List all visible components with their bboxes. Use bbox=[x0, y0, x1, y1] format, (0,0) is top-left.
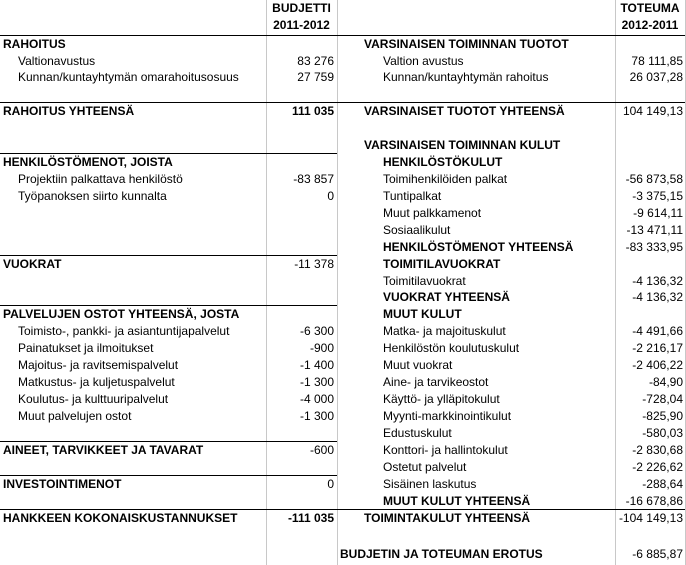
muut-item-label: Muut vuokrat bbox=[383, 358, 453, 372]
vuokrat-value: -11 378 bbox=[294, 257, 334, 271]
kunnan-rahoitus-label: Kunnan/kuntayhtymän rahoitus bbox=[383, 70, 549, 84]
henk-total-value: -83 333,95 bbox=[625, 240, 683, 254]
tuotot-total-label: VARSINAISET TUOTOT YHTEENSÄ bbox=[364, 104, 565, 118]
tuotot-total-value: 104 149,13 bbox=[622, 104, 683, 118]
muut-total-value: -16 678,86 bbox=[625, 494, 683, 508]
muut-item-label: Myynti-markkinointikulut bbox=[383, 409, 512, 423]
muut-item-value: -4 491,66 bbox=[632, 324, 683, 338]
aineet-label: AINEET, TARVIKKEET JA TAVARAT bbox=[3, 443, 204, 457]
muut-kulut-title: MUUT KULUT bbox=[383, 307, 462, 321]
toimitilavuokrat-title: TOIMITILAVUOKRAT bbox=[383, 257, 501, 271]
service-value: -1 400 bbox=[299, 358, 334, 372]
vuokrat-total-label: VUOKRAT YHTEENSÄ bbox=[383, 290, 510, 304]
projektiin-label: Projektiin palkattava henkilöstö bbox=[18, 172, 183, 186]
budget-period: 2011-2012 bbox=[273, 18, 330, 32]
actual-period: 2012-2011 bbox=[621, 18, 679, 32]
henk-item-label: Toimihenkilöiden palkat bbox=[383, 172, 508, 186]
muut-item-label: Matka- ja majoituskulut bbox=[383, 324, 506, 338]
muut-item-label: Edustuskulut bbox=[383, 426, 452, 440]
vuokrat-total-value: -4 136,32 bbox=[632, 290, 683, 304]
gridline bbox=[337, 0, 338, 565]
toimitilavuokrat-label: Toimitilavuokrat bbox=[383, 274, 466, 288]
service-label: Painatukset ja ilmoitukset bbox=[18, 341, 154, 355]
vuokrat-label: VUOKRAT bbox=[3, 257, 62, 271]
valtion-avustus-label: Valtion avustus bbox=[383, 54, 464, 68]
muut-item-value: -2 830,68 bbox=[632, 443, 683, 457]
hanke-total-value: -111 035 bbox=[287, 511, 334, 525]
budget-header: BUDJETTI bbox=[272, 1, 331, 15]
muut-item-label: Ostetut palvelut bbox=[383, 460, 467, 474]
henk-item-value: -3 375,15 bbox=[632, 189, 683, 203]
muut-item-label: Aine- ja tarvikeostot bbox=[383, 375, 489, 389]
projektiin-value: -83 857 bbox=[293, 172, 334, 186]
toimintakulut-total-value: -104 149,13 bbox=[618, 511, 683, 525]
investointi-value: 0 bbox=[327, 477, 334, 491]
muut-total-label: MUUT KULUT YHTEENSÄ bbox=[383, 494, 531, 508]
tuotot-title: VARSINAISEN TOIMINNAN TUOTOT bbox=[364, 37, 569, 51]
palvelut-title: PALVELUJEN OSTOT YHTEENSÄ, JOSTA bbox=[3, 307, 240, 321]
henk-item-value: -13 471,11 bbox=[626, 223, 683, 237]
service-value: -1 300 bbox=[299, 409, 334, 423]
henk-item-label: Muut palkkamenot bbox=[383, 206, 482, 220]
rahoitus-total-value: 111 035 bbox=[291, 104, 334, 118]
kunnan-omarahoitus-label: Kunnan/kuntayhtymän omarahoitusosuus bbox=[18, 70, 239, 84]
hanke-total-label: HANKKEEN KOKONAISKUSTANNUKSET bbox=[3, 511, 238, 525]
henk-item-value: -9 614,11 bbox=[633, 206, 683, 220]
muut-item-value: -2 226,62 bbox=[632, 460, 683, 474]
tyopanos-label: Työpanoksen siirto kunnalta bbox=[18, 189, 167, 203]
service-value: -1 300 bbox=[299, 375, 334, 389]
toimintakulut-total-label: TOIMINTAKULUT YHTEENSÄ bbox=[364, 511, 531, 525]
henk-item-label: Tuntipalkat bbox=[383, 189, 442, 203]
investointi-label: INVESTOINTIMENOT bbox=[3, 477, 122, 491]
aineet-value: -600 bbox=[309, 443, 334, 457]
service-value: -6 300 bbox=[299, 324, 334, 338]
kunnan-omarahoitus-value: 27 759 bbox=[297, 70, 334, 84]
henkilostokulut-title: HENKILÖSTÖKULUT bbox=[383, 155, 503, 169]
erotus-label: BUDJETIN JA TOTEUMAN EROTUS bbox=[340, 547, 543, 561]
service-label: Muut palvelujen ostot bbox=[18, 409, 132, 423]
service-label: Majoitus- ja ravitsemispalvelut bbox=[18, 358, 179, 372]
muut-item-label: Käyttö- ja ylläpitokulut bbox=[383, 392, 500, 406]
valtion-avustus-value: 78 111,85 bbox=[631, 54, 683, 68]
erotus-value: -6 885,87 bbox=[632, 547, 683, 561]
muut-item-value: -288,64 bbox=[642, 477, 683, 491]
kunnan-rahoitus-value: 26 037,28 bbox=[629, 70, 683, 84]
henkilostomenot-title: HENKILÖSTÖMENOT, JOISTA bbox=[3, 155, 173, 169]
valtionavustus-value: 83 276 bbox=[297, 54, 334, 68]
muut-item-value: -728,04 bbox=[642, 392, 683, 406]
service-label: Koulutus- ja kulttuuripalvelut bbox=[18, 392, 169, 406]
muut-item-label: Henkilöstön koulutuskulut bbox=[383, 341, 520, 355]
valtionavustus-label: Valtionavustus bbox=[18, 54, 96, 68]
kulut-title: VARSINAISEN TOIMINNAN KULUT bbox=[364, 138, 561, 152]
muut-item-value: -2 216,17 bbox=[632, 341, 683, 355]
henk-total-label: HENKILÖSTÖMENOT YHTEENSÄ bbox=[383, 240, 574, 254]
service-label: Toimisto-, pankki- ja asiantuntijapalvelut bbox=[18, 324, 230, 338]
toimitilavuokrat-value: -4 136,32 bbox=[632, 274, 683, 288]
service-label: Matkustus- ja kuljetuspalvelut bbox=[18, 375, 175, 389]
muut-item-value: -825,90 bbox=[642, 409, 683, 423]
service-value: -4 000 bbox=[299, 392, 334, 406]
muut-item-value: -2 406,22 bbox=[632, 358, 683, 372]
service-value: -900 bbox=[309, 341, 334, 355]
muut-item-label: Konttori- ja hallintokulut bbox=[383, 443, 508, 457]
muut-item-label: Sisäinen laskutus bbox=[383, 477, 477, 491]
muut-item-value: -580,03 bbox=[642, 426, 683, 440]
actual-header: TOTEUMA bbox=[620, 1, 680, 15]
rahoitus-title: RAHOITUS bbox=[3, 37, 66, 51]
henk-item-value: -56 873,58 bbox=[625, 172, 683, 186]
henk-item-label: Sosiaalikulut bbox=[383, 223, 451, 237]
tyopanos-value: 0 bbox=[327, 189, 334, 203]
rahoitus-total-label: RAHOITUS YHTEENSÄ bbox=[3, 104, 135, 118]
muut-item-value: -84,90 bbox=[648, 375, 683, 389]
